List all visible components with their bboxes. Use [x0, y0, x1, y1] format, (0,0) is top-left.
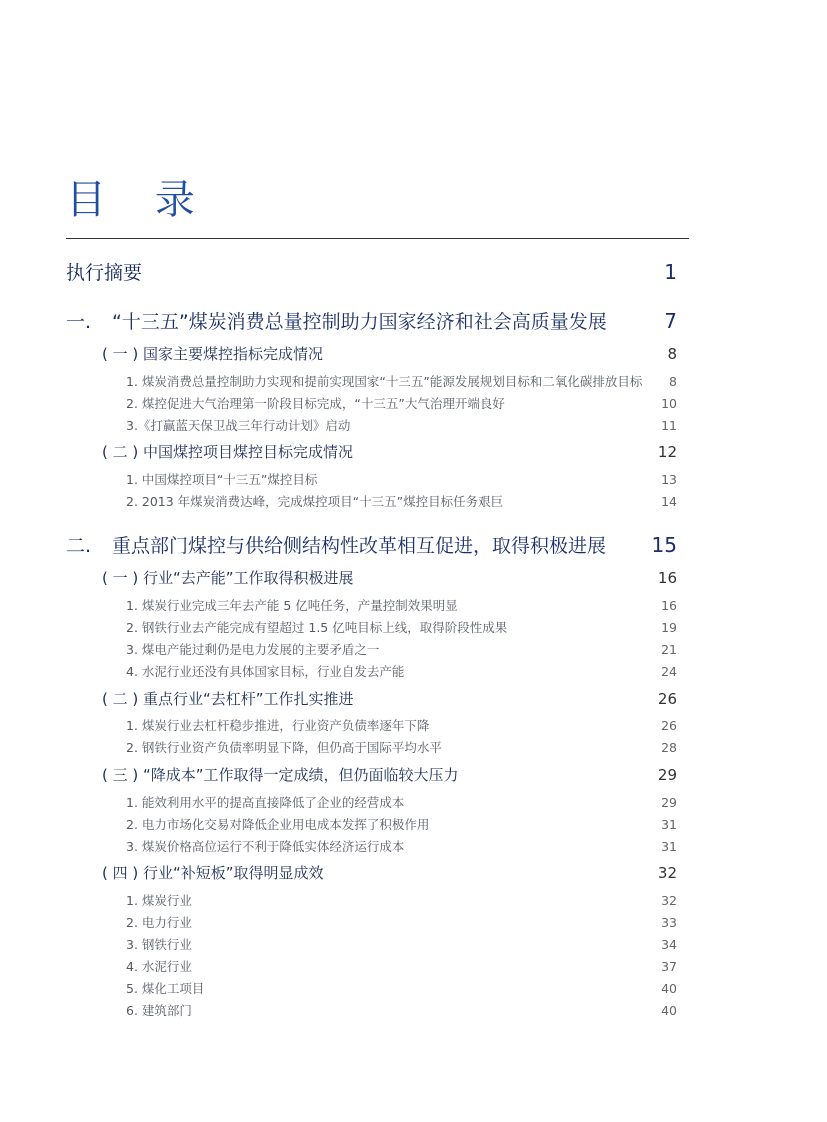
toc-page-number: 24	[661, 664, 677, 679]
toc-entry-title: ( 四 ) 行业“补短板”取得明显成效	[102, 864, 324, 882]
toc-subsection[interactable]	[126, 716, 677, 734]
toc-subsection[interactable]	[126, 394, 677, 412]
toc-subsection[interactable]	[126, 416, 677, 434]
toc-entry-executive-summary[interactable]	[66, 258, 677, 285]
toc-entry-title: 2. 电力市场化交易对降低企业用电成本发挥了积极作用	[126, 817, 430, 832]
toc-subsection[interactable]	[126, 913, 677, 931]
toc-chapter-1[interactable]	[66, 307, 677, 334]
toc-page-number: 26	[657, 690, 677, 708]
toc-entry-title: ( 一 ) 行业“去产能”工作取得积极进展	[102, 569, 354, 587]
toc-page-number: 37	[661, 959, 677, 974]
toc-entry-title: 1. 中国煤控项目“十三五”煤控目标	[126, 472, 318, 487]
toc-subsection[interactable]	[126, 935, 677, 953]
toc-page-number: 31	[661, 839, 677, 854]
toc-page-number: 14	[661, 494, 677, 509]
toc-subsection[interactable]	[126, 470, 677, 488]
toc-section[interactable]	[102, 441, 677, 462]
toc-subsection[interactable]	[126, 618, 677, 636]
toc-page-number: 29	[657, 766, 677, 784]
toc-subsection[interactable]	[126, 640, 677, 658]
toc-subsection[interactable]	[126, 793, 677, 811]
toc-page-number: 40	[661, 1003, 677, 1018]
toc-page-number: 28	[661, 740, 677, 755]
toc-entry-title: 1. 煤炭行业	[126, 893, 192, 908]
toc-subsection[interactable]	[126, 891, 677, 909]
toc-subsection[interactable]	[126, 837, 677, 855]
toc-page-number: 33	[661, 915, 677, 930]
toc-page-number: 8	[667, 345, 677, 363]
toc-entry-title: 3. 煤炭价格高位运行不利于降低实体经济运行成本	[126, 839, 405, 854]
toc-chapter-2[interactable]	[66, 531, 677, 558]
toc-entry-title: 6. 建筑部门	[126, 1003, 192, 1018]
toc-entry-title: 2. 煤控促进大气治理第一阶段目标完成，“十三五”大气治理开端良好	[126, 396, 505, 411]
toc-entry-title: 5. 煤化工项目	[126, 981, 205, 996]
toc-entry-title: 2. 2013 年煤炭消费达峰，完成煤控项目“十三五”煤控目标任务艰巨	[126, 494, 504, 509]
toc-subsection[interactable]	[126, 492, 677, 510]
toc-page-number: 34	[661, 937, 677, 952]
toc-page-number: 13	[661, 472, 677, 487]
toc-subsection[interactable]	[126, 815, 677, 833]
toc-entry-title: 3. 钢铁行业	[126, 937, 192, 952]
toc-entry-title: 2. 电力行业	[126, 915, 192, 930]
toc-entry-title: ( 二 ) 重点行业“去杠杆”工作扎实推进	[102, 690, 354, 708]
toc-subsection[interactable]	[126, 1001, 677, 1019]
toc-page-number: 21	[661, 642, 677, 657]
toc-page-number: 26	[661, 718, 677, 733]
toc-entry-title: 重点部门煤控与供给侧结构性改革相互促进，取得积极进展	[112, 535, 607, 557]
toc-entry-title: ( 一 ) 国家主要煤控指标完成情况	[102, 345, 324, 363]
toc-entry-title: 1. 煤炭行业完成三年去产能 5 亿吨任务，产量控制效果明显	[126, 598, 458, 613]
toc-page-number: 7	[664, 309, 677, 333]
chapter-number: 一.	[66, 311, 92, 333]
toc-entry-title: 2. 钢铁行业去产能完成有望超过 1.5 亿吨目标上线，取得阶段性成果	[126, 620, 508, 635]
toc-subsection[interactable]	[126, 738, 677, 756]
toc-section[interactable]	[102, 764, 677, 785]
toc-entry-title: 1. 煤炭行业去杠杆稳步推进，行业资产负债率逐年下降	[126, 718, 430, 733]
toc-entry-title: 2. 钢铁行业资产负债率明显下降，但仍高于国际平均水平	[126, 740, 442, 755]
toc-entry-title: 3.《打赢蓝天保卫战三年行动计划》启动	[126, 418, 351, 433]
toc-page-number: 10	[661, 396, 677, 411]
toc-subsection[interactable]	[126, 957, 677, 975]
toc-page-number: 32	[657, 864, 677, 882]
toc-section[interactable]	[102, 567, 677, 588]
toc-entry-title: ( 三 ) “降成本”工作取得一定成绩，但仍面临较大压力	[102, 766, 459, 784]
toc-page-number: 40	[661, 981, 677, 996]
toc-entry-title: 4. 水泥行业还没有具体国家目标，行业自发去产能	[126, 664, 405, 679]
toc-page-number: 31	[661, 817, 677, 832]
toc-subsection[interactable]	[126, 596, 677, 614]
toc-page-number: 1	[664, 260, 677, 284]
toc-page-number: 8	[669, 374, 677, 389]
toc-section[interactable]	[102, 343, 677, 364]
toc-subsection[interactable]	[126, 372, 677, 390]
toc-page-number: 16	[661, 598, 677, 613]
page-title: 目 录	[66, 177, 213, 223]
toc-page-number: 32	[661, 893, 677, 908]
toc-section[interactable]	[102, 688, 677, 709]
toc-page-number: 11	[661, 418, 677, 433]
toc-entry-title: “十三五”煤炭消费总量控制助力国家经济和社会高质量发展	[112, 311, 607, 333]
toc-entry-title: 4. 水泥行业	[126, 959, 192, 974]
toc-entry-title: ( 二 ) 中国煤控项目煤控目标完成情况	[102, 443, 354, 461]
toc-entry-title: 3. 煤电产能过剩仍是电力发展的主要矛盾之一	[126, 642, 380, 657]
chapter-number: 二.	[66, 535, 92, 557]
toc-page-number: 29	[661, 795, 677, 810]
toc-subsection[interactable]	[126, 662, 677, 680]
toc-entry-title: 1. 能效利用水平的提高直接降低了企业的经营成本	[126, 795, 405, 810]
toc-page-number: 12	[657, 443, 677, 461]
toc-page-number: 15	[651, 533, 677, 557]
toc-entry-title: 1. 煤炭消费总量控制助力实现和提前实现国家“十三五”能源发展规划目标和二氧化碳排放目标	[126, 374, 643, 389]
toc-page-number: 16	[657, 569, 677, 587]
toc-section[interactable]	[102, 862, 677, 883]
toc-subsection[interactable]	[126, 979, 677, 997]
toc-entry-title: 执行摘要	[66, 262, 143, 284]
toc-page-number: 19	[661, 620, 677, 635]
